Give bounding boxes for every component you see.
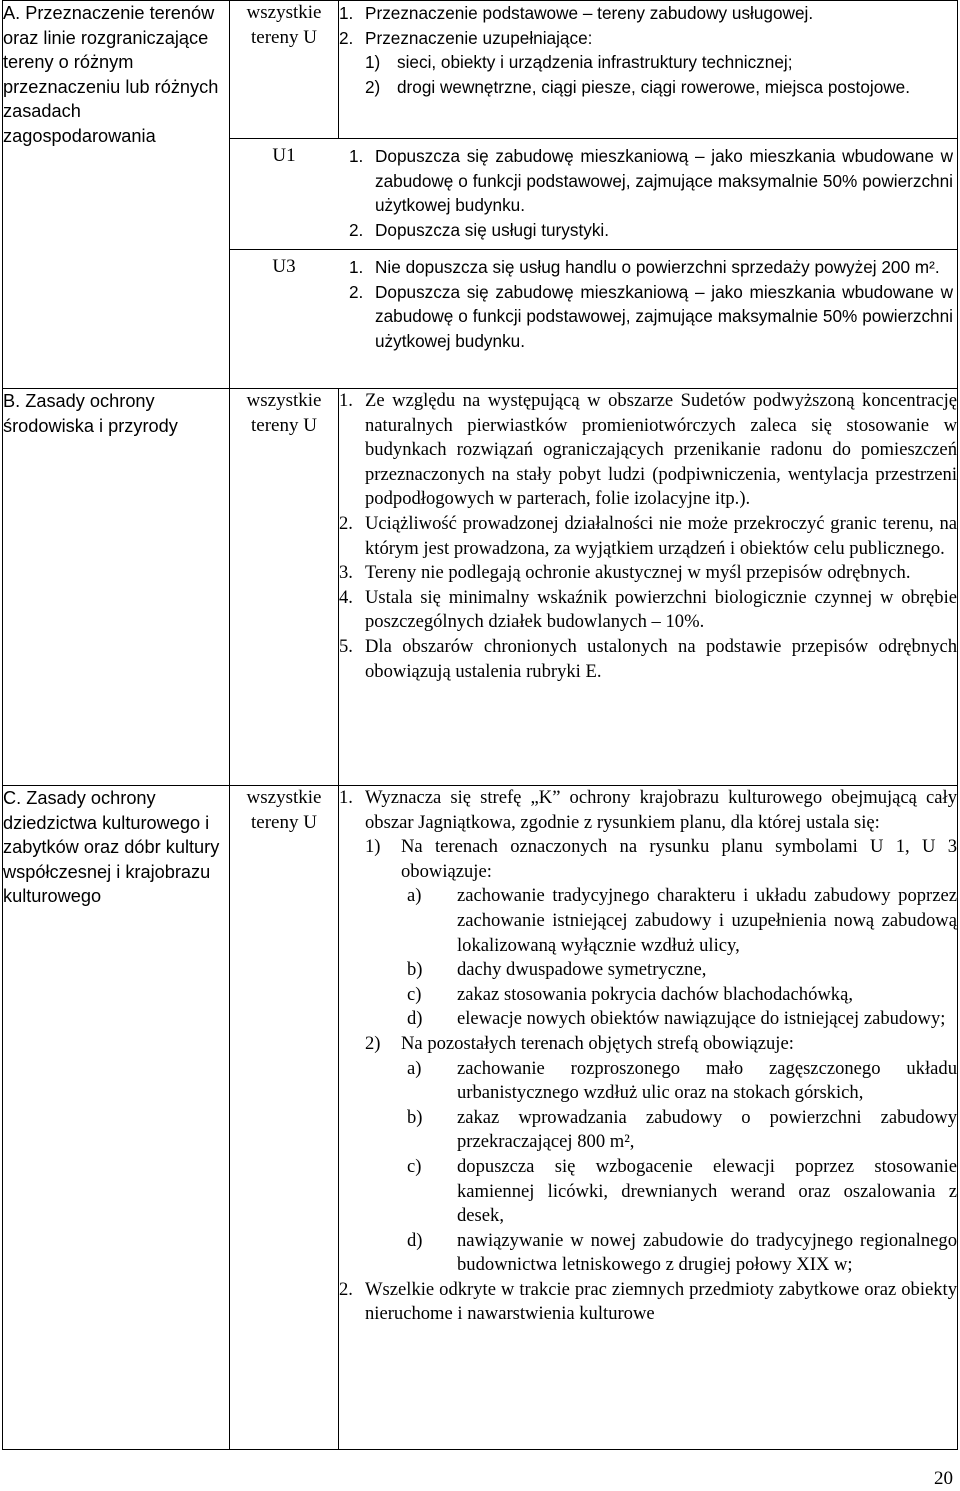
scope-label: wszystkie tereny U — [230, 786, 339, 1450]
list-item: a) zachowanie tradycyjnego charakteru i układu zabudowy poprzez zachowanie istniejącej zabudowy i uzupełnienia nową zabudową lokalizowaną wyłącznie wzdłuż ulicy, — [407, 885, 957, 956]
table-row — [3, 1, 958, 139]
list-item: d) nawiązywanie w nowej zabudowie do tradycyjnego regionalnego budownictwa letniskowego z drugiej połowy XIX w; — [407, 1229, 957, 1276]
list-item: 1. Wyznacza się strefę „K” ochrony krajobrazu kulturowego obejmującą cały obszar Jagniątkowa, zgodnie z rysunkiem planu, dla której ustala się: — [339, 787, 957, 833]
list-item: 2) drogi wewnętrzne, ciągi piesze, ciągi rowerowe, miejsca postojowe. — [365, 76, 910, 97]
u1-cell — [230, 139, 958, 250]
table-row — [3, 389, 958, 786]
u3-code: U3 — [272, 256, 296, 277]
section-a-title: A. Przeznaczenie terenów oraz linie rozgraniczające tereny o różnym przeznaczeniu lub różnych zasadach zagospodarowania — [3, 1, 230, 389]
scope-label: wszystkie tereny U — [230, 1, 339, 139]
list-item: 2) Na pozostałych terenach objętych strefą obowiązuje: — [365, 1032, 794, 1054]
list-item: 5. Dla obszarów chronionych ustalonych na podstawie przepisów odrębnych obowiązują ustalenia rubryki E. — [339, 635, 957, 682]
list-item: d) elewacje nowych obiektów nawiązujące do istniejącej zabudowy; — [407, 1008, 946, 1030]
regulations-table — [2, 0, 958, 1450]
list-item: 4. Ustala się minimalny wskaźnik powierzchni biologicznie czynnej w obrębie poszczególnych działek budowlanych – 10%. — [339, 586, 957, 633]
content-cell — [339, 1, 958, 139]
list-item: b) zakaz wprowadzania zabudowy o powierzchni zabudowy przekraczającej 800 m², — [407, 1106, 957, 1153]
u3-cell — [230, 250, 958, 389]
list-item: 1. Dopuszcza się zabudowę mieszkaniową – jako mieszkania wbudowane w zabudowę o funkcji podstawowej, zajmujące maksymalnie 50% powierzchni użytkowej budynku. — [349, 146, 953, 216]
list-item: 2. Przeznaczenie uzupełniające: — [339, 27, 593, 48]
scope-label: wszystkie tereny U — [230, 389, 339, 786]
list-item: 2. Dopuszcza się usługi turystyki. — [349, 219, 610, 240]
content-cell — [339, 389, 958, 786]
list-item: c) zakaz stosowania pokrycia dachów blachodachówką, — [407, 983, 853, 1005]
section-b-title: B. Zasady ochrony środowiska i przyrody — [3, 389, 230, 786]
table-row — [3, 786, 958, 1450]
list-item: b) dachy dwuspadowe symetryczne, — [407, 959, 707, 981]
section-c-title: C. Zasady ochrony dziedzictwa kulturowego i zabytków oraz dóbr kultury współczesnej i krajobrazu kulturowego — [3, 786, 230, 1450]
list-item: 3. Tereny nie podlegają ochronie akustycznej w myśl przepisów odrębnych. — [339, 562, 911, 584]
list-item: 2. Dopuszcza się zabudowę mieszkaniową – jako mieszkania wbudowane w zabudowę o funkcji podstawowej, zajmujące maksymalnie 50% powierzchni użytkowej budynku. — [349, 281, 953, 351]
list-item: 1) Na terenach oznaczonych na rysunku planu symbolami U 1, U 3 obowiązuje: — [365, 836, 957, 882]
list-item: 2. Wszelkie odkryte w trakcie prac ziemnych przedmioty zabytkowe oraz obiekty nieruchome i nawarstwienia kulturowe — [339, 1278, 957, 1325]
page-number: 20 — [934, 1468, 953, 1489]
list-item: 1. Przeznaczenie podstawowe – tereny zabudowy usługowej. — [339, 3, 814, 23]
list-item: 1) sieci, obiekty i urządzenia infrastruktury technicznej; — [365, 52, 793, 73]
list-item: 1. Nie dopuszcza się usług handlu o powierzchni sprzedaży powyżej 200 m². — [349, 257, 940, 277]
u1-code: U1 — [272, 145, 296, 166]
list-item: a) zachowanie rozproszonego mało zagęszczonego układu urbanistycznego wzdłuż ulic oraz na stokach górskich, — [407, 1057, 957, 1104]
list-item: c) dopuszcza się wzbogacenie elewacji poprzez stosowanie kamiennej licówki, drewnianych werand oraz oszalowania z desek, — [407, 1155, 957, 1227]
list-item: 1. Ze względu na występującą w obszarze Sudetów podwyższoną koncentrację naturalnych pierwiastków promieniotwórczych zaleca się stosowanie w budynkach rozwiązań ograniczających przenikanie radonu do pomieszczeń przeznaczonych na stały pobyt ludzi (podpiwniczenia, wentylacja przestrzeni podpodłogowych w parterach, folie izolacyjne itp.). — [339, 390, 957, 510]
list-item: 2. Uciążliwość prowadzonej działalności nie może przekroczyć granic terenu, na którym jest prowadzona, za wyjątkiem urządzeń i obiektów celu publicznego. — [339, 512, 957, 559]
content-cell — [339, 786, 958, 1450]
